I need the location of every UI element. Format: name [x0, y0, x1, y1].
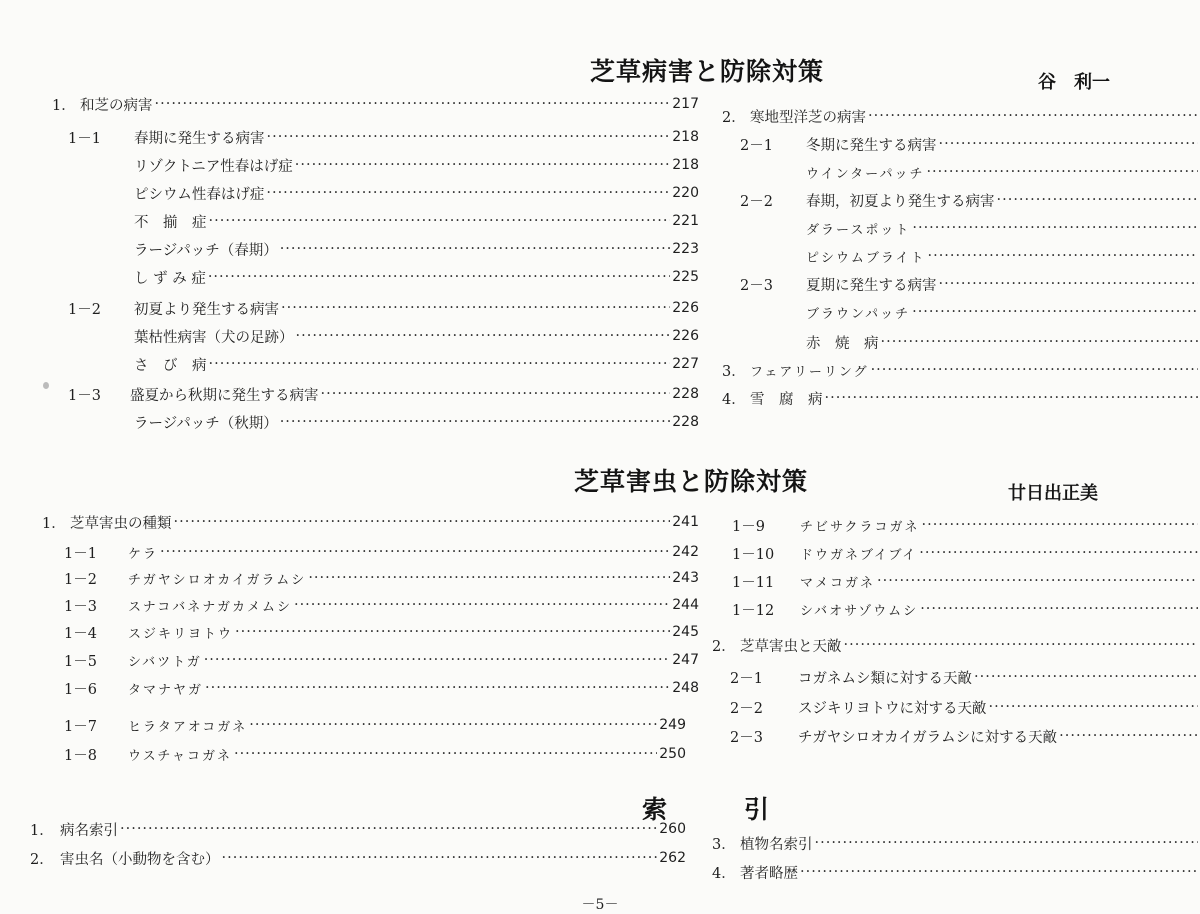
entry-label: 植物名索引 — [740, 836, 813, 853]
leader-dots — [295, 157, 670, 173]
leader-dots — [815, 835, 1199, 851]
toc-entry[interactable] — [806, 160, 1200, 184]
entry-label: チビサクラコガネ — [800, 519, 920, 535]
entry-label: ドウガネブイブイ — [800, 547, 918, 563]
leader-dots — [160, 544, 670, 560]
entry-page: 248 — [672, 680, 699, 696]
entry-page: 262 — [659, 850, 686, 866]
leader-dots — [205, 680, 670, 696]
entry-page: 245 — [672, 624, 699, 640]
leader-dots — [280, 414, 671, 430]
entry-label: ブラウンパッチ — [806, 306, 911, 322]
entry-label: ウスチャコガネ — [128, 748, 232, 764]
toc-entry[interactable] — [806, 244, 1200, 268]
toc-entry[interactable] — [134, 324, 699, 348]
entry-label: コガネムシ類に対する天敵 — [798, 670, 972, 687]
entry-page: 242 — [672, 544, 699, 560]
toc-entry[interactable] — [64, 566, 699, 590]
entry-label: マメコガネ — [800, 575, 876, 591]
entry-label: 著者略歴 — [740, 865, 798, 882]
toc-entry[interactable] — [64, 648, 699, 672]
toc-entry[interactable] — [722, 358, 1200, 382]
leader-dots — [235, 624, 670, 640]
toc-entry[interactable] — [64, 676, 699, 700]
toc-entry[interactable] — [806, 330, 1200, 354]
section1-title: 芝草病害と防除対策 — [590, 57, 825, 86]
section1-author: 谷 利一 — [1038, 72, 1110, 93]
entry-label: 盛夏から秋期に発生する病害 — [130, 387, 319, 404]
leader-dots — [912, 304, 1198, 320]
leader-dots — [308, 570, 670, 586]
section3-title-part2: 引 — [744, 795, 771, 824]
entry-page: 226 — [672, 300, 699, 316]
entry-label: ピシウムブライト — [806, 250, 926, 266]
toc-entry[interactable] — [30, 817, 686, 841]
toc-entry[interactable] — [64, 620, 699, 644]
entry-page: 260 — [659, 821, 686, 837]
entry-number: 1－5 — [64, 653, 97, 670]
toc-entry[interactable] — [134, 237, 699, 261]
toc-entry[interactable] — [740, 132, 1200, 156]
leader-dots — [267, 129, 671, 145]
leader-dots — [208, 269, 670, 285]
leader-dots — [927, 248, 1198, 264]
toc-entry[interactable] — [52, 92, 699, 116]
entry-page: 218 — [672, 129, 699, 145]
entry-label: ラージパッチ（春期） — [134, 242, 278, 259]
toc-entry[interactable] — [732, 541, 1200, 565]
entry-label: チガヤシロオカイガラムシ — [128, 572, 307, 588]
entry-number: 2． — [712, 638, 736, 655]
toc-entry[interactable] — [740, 188, 1200, 212]
entry-number: 2－1 — [730, 670, 763, 687]
toc-entry[interactable] — [64, 713, 686, 737]
leader-dots — [155, 96, 671, 112]
leader-dots — [1059, 728, 1198, 744]
toc-entry[interactable] — [806, 216, 1200, 240]
entry-page: 243 — [672, 570, 699, 586]
toc-entry[interactable] — [42, 510, 699, 534]
toc-entry[interactable] — [134, 410, 699, 434]
leader-dots — [877, 573, 1198, 589]
section2-title: 芝草害虫と防除対策 — [574, 467, 809, 496]
section2-author: 廿日出正美 — [1008, 483, 1098, 504]
toc-entry[interactable] — [712, 860, 1200, 884]
entry-label: 夏期に発生する病害 — [806, 277, 937, 294]
toc-entry[interactable] — [30, 846, 686, 870]
entry-page: 228 — [672, 386, 699, 402]
toc-entry[interactable] — [722, 386, 1200, 410]
entry-label: シバツトガ — [128, 654, 202, 670]
leader-dots — [209, 213, 671, 229]
toc-entry[interactable] — [64, 593, 699, 617]
entry-number: 1－2 — [68, 301, 101, 318]
toc-entry[interactable] — [134, 153, 699, 177]
entry-page: 223 — [672, 241, 699, 257]
entry-number: 1－1 — [64, 545, 97, 562]
entry-page: 225 — [672, 269, 699, 285]
leader-dots — [280, 241, 671, 257]
entry-label: 初夏より発生する病害 — [134, 301, 279, 318]
leader-dots — [249, 717, 657, 733]
toc-entry[interactable] — [722, 104, 1200, 128]
entry-number: 1－3 — [64, 598, 97, 615]
entry-number: 1． — [30, 822, 54, 839]
entry-number: 1－3 — [68, 387, 101, 404]
entry-label: ケラ — [128, 546, 159, 562]
entry-label: 和芝の病害 — [80, 97, 153, 114]
entry-label: 葉枯性病害（犬の足跡） — [134, 329, 294, 346]
leader-dots — [209, 356, 671, 372]
toc-entry[interactable] — [134, 209, 699, 233]
entry-label: 不 揃 症 — [134, 214, 207, 231]
entry-label: 春期に発生する病害 — [134, 130, 265, 147]
entry-number: 1－4 — [64, 625, 97, 642]
toc-entry[interactable] — [712, 633, 1200, 657]
entry-number: 1－12 — [732, 602, 775, 619]
entry-label: 春期，初夏より発生する病害 — [806, 193, 995, 210]
entry-label: シバオサゾウムシ — [800, 603, 919, 619]
page-smudge — [43, 382, 49, 389]
leader-dots — [919, 545, 1198, 561]
toc-entry[interactable] — [730, 695, 1200, 719]
page-number: －5－ — [581, 897, 619, 913]
entry-page: 218 — [672, 157, 699, 173]
leader-dots — [939, 276, 1199, 292]
entry-number: 1－11 — [732, 574, 775, 591]
leader-dots — [921, 517, 1198, 533]
leader-dots — [294, 597, 670, 613]
entry-number: 1－8 — [64, 747, 97, 764]
entry-number: 2－3 — [730, 729, 763, 746]
entry-number: 2－2 — [730, 700, 763, 717]
toc-entry[interactable] — [134, 181, 699, 205]
toc-entry[interactable] — [134, 265, 699, 289]
toc-entry[interactable] — [732, 513, 1200, 537]
entry-number: 1． — [42, 515, 66, 532]
entry-label: 病名索引 — [60, 822, 118, 839]
entry-label: 寒地型洋芝の病害 — [750, 109, 866, 126]
entry-page: 227 — [672, 356, 699, 372]
leader-dots — [120, 821, 657, 837]
leader-dots — [296, 328, 671, 344]
entry-number: 1－1 — [68, 130, 101, 147]
entry-number: 1－10 — [732, 546, 775, 563]
entry-number: 1． — [52, 97, 76, 114]
toc-entry[interactable] — [730, 724, 1200, 748]
leader-dots — [997, 192, 1199, 208]
leader-dots — [868, 108, 1198, 124]
leader-dots — [939, 136, 1199, 152]
entry-label: ウインターパッチ — [806, 166, 925, 182]
entry-number: 2． — [30, 851, 54, 868]
toc-entry[interactable] — [68, 296, 699, 320]
entry-label: 雪 腐 病 — [750, 391, 823, 408]
leader-dots — [871, 362, 1198, 378]
entry-label: 赤 焼 病 — [806, 335, 879, 352]
leader-dots — [266, 185, 670, 201]
entry-label: ラージパッチ（秋期） — [134, 415, 278, 432]
entry-number: 4． — [722, 391, 746, 408]
leader-dots — [989, 699, 1199, 715]
entry-number: 4． — [712, 865, 736, 882]
entry-label: 冬期に発生する病害 — [806, 137, 937, 154]
entry-label: タマナヤガ — [128, 682, 204, 698]
leader-dots — [825, 390, 1199, 406]
entry-number: 1－6 — [64, 681, 97, 698]
toc-entry[interactable] — [730, 665, 1200, 689]
entry-label: スジキリヨトウ — [128, 626, 234, 642]
entry-page: 241 — [672, 514, 699, 530]
entry-label: リゾクトニア性春はげ症 — [134, 158, 293, 175]
entry-label: ヒラタアオコガネ — [128, 719, 248, 735]
leader-dots — [974, 669, 1198, 685]
leader-dots — [321, 386, 671, 402]
entry-number: 3． — [722, 363, 746, 380]
entry-number: 3． — [712, 836, 736, 853]
entry-label: スジキリヨトウに対する天敵 — [798, 700, 987, 717]
entry-page: 247 — [672, 652, 699, 668]
entry-number: 2－3 — [740, 277, 773, 294]
leader-dots — [234, 746, 657, 762]
leader-dots — [174, 514, 671, 530]
entry-label: 芝草害虫の種類 — [70, 515, 172, 532]
entry-page: 228 — [672, 414, 699, 430]
leader-dots — [881, 334, 1199, 350]
entry-label: ピシウム性春はげ症 — [134, 186, 265, 203]
entry-page: 249 — [659, 717, 686, 733]
toc-entry[interactable] — [64, 742, 686, 766]
toc-entry[interactable] — [732, 597, 1200, 621]
entry-label: フェアリーリング — [750, 364, 869, 380]
leader-dots — [926, 164, 1198, 180]
toc-entry[interactable] — [740, 272, 1200, 296]
toc-entry[interactable] — [68, 382, 699, 406]
entry-number: 1－9 — [732, 518, 765, 535]
section3-title-part1: 索 — [642, 795, 669, 824]
toc-entry[interactable] — [732, 569, 1200, 593]
toc-entry[interactable] — [712, 831, 1200, 855]
leader-dots — [222, 850, 658, 866]
entry-label: し ず み 症 — [134, 270, 206, 287]
entry-page: 217 — [672, 96, 699, 112]
toc-entry[interactable] — [134, 352, 699, 376]
leader-dots — [281, 300, 670, 316]
entry-number: 2． — [722, 109, 746, 126]
toc-entry[interactable] — [68, 125, 699, 149]
toc-entry[interactable] — [806, 300, 1200, 324]
entry-label: ダラースポット — [806, 222, 911, 238]
entry-number: 1－2 — [64, 571, 97, 588]
toc-entry[interactable] — [64, 540, 699, 564]
entry-page: 226 — [672, 328, 699, 344]
entry-label: さ び 病 — [134, 357, 207, 374]
leader-dots — [920, 601, 1198, 617]
leader-dots — [844, 637, 1199, 653]
leader-dots — [800, 864, 1198, 880]
leader-dots — [204, 652, 671, 668]
entry-page: 220 — [672, 185, 699, 201]
entry-page: 244 — [672, 597, 699, 613]
entry-page: 221 — [672, 213, 699, 229]
entry-label: チガヤシロオカイガラムシに対する天敵 — [798, 729, 1058, 746]
entry-number: 2－2 — [740, 193, 773, 210]
entry-number: 2－1 — [740, 137, 773, 154]
entry-label: 芝草害虫と天敵 — [740, 638, 842, 655]
entry-label: 害虫名（小動物を含む） — [60, 851, 220, 868]
entry-label: スナコバネナガカメムシ — [128, 599, 292, 615]
entry-page: 250 — [659, 746, 686, 762]
entry-number: 1－7 — [64, 718, 97, 735]
leader-dots — [912, 220, 1198, 236]
